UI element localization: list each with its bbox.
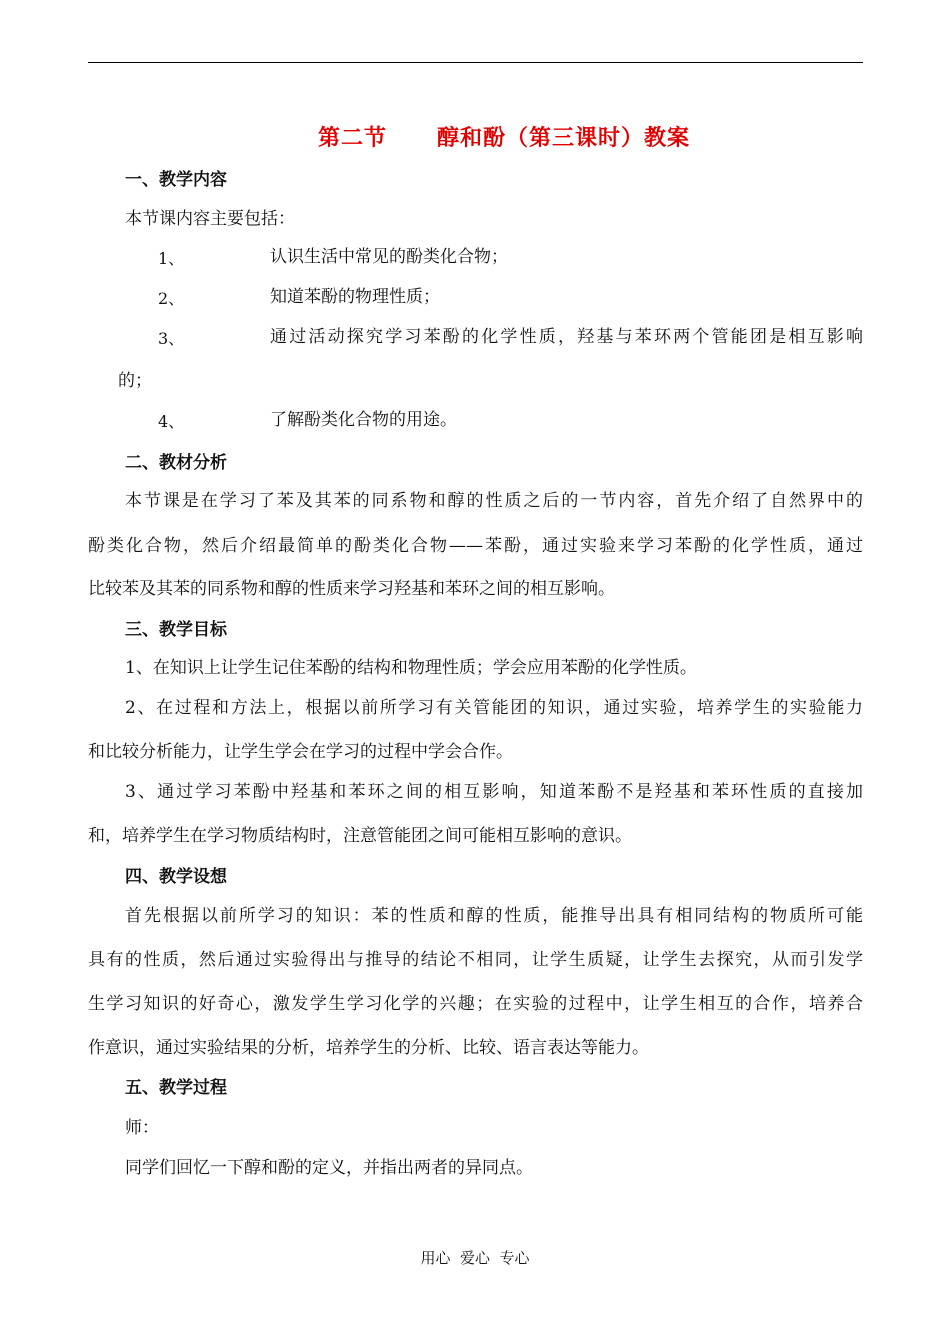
section-3-line-1: 1、在知识上让学生记住苯酚的结构和物理性质；学会应用苯酚的化学性质。 [125, 658, 697, 678]
item-4-number: 4、 [158, 412, 185, 431]
section-4-line-4: 作意识，通过实验结果的分析，培养学生的分析、比较、语言表达等能力。 [88, 1038, 649, 1058]
item-3-number: 3、 [158, 329, 185, 348]
section-3-line-5: 和，培养学生在学习物质结构时，注意管能团之间可能相互影响的意识。 [88, 826, 632, 846]
section-5-line-2: 同学们回忆一下醇和酚的定义，并指出两者的异同点。 [125, 1158, 533, 1178]
section-4-heading: 四、教学设想 [125, 867, 227, 887]
section-4-line-3: 生学习知识的好奇心，激发学生学习化学的兴趣；在实验的过程中，让学生相互的合作，培养合 [88, 994, 863, 1014]
section-3-line-3: 和比较分析能力，让学生学会在学习的过程中学会合作。 [88, 742, 513, 762]
item-3-continuation: 的； [118, 371, 152, 391]
item-1-text: 认识生活中常见的酚类化合物； [270, 247, 508, 267]
section-5-line-1: 师： [125, 1118, 159, 1138]
section-2-line-1: 本节课是在学习了苯及其苯的同系物和醇的性质之后的一节内容，首先介绍了自然界中的 [125, 491, 863, 511]
section-3-line-4: 3、通过学习苯酚中羟基和苯环之间的相互影响，知道苯酚不是羟基和苯环性质的直接加 [125, 782, 863, 802]
item-3-text: 通过活动探究学习苯酚的化学性质，羟基与苯环两个管能团是相互影响 [270, 327, 863, 347]
section-1-heading: 一、教学内容 [125, 170, 227, 190]
header-rule [88, 62, 863, 63]
section-2-line-3: 比较苯及其苯的同系物和醇的性质来学习羟基和苯环之间的相互影响。 [88, 579, 615, 599]
section-3-heading: 三、教学目标 [125, 620, 227, 640]
title-part-2: 醇和酚（第三课时）教案 [437, 125, 691, 151]
section-3-line-2: 2、在过程和方法上，根据以前所学习有关管能团的知识，通过实验，培养学生的实验能力 [125, 698, 863, 718]
title-part-1: 第二节 [318, 125, 388, 151]
item-2-text: 知道苯酚的物理性质； [270, 287, 440, 307]
item-4-text: 了解酚类化合物的用途。 [270, 410, 457, 430]
section-4-line-1: 首先根据以前所学习的知识：苯的性质和醇的性质，能推导出具有相同结构的物质所可能 [125, 906, 863, 926]
item-2-number: 2、 [158, 289, 185, 308]
section-2-line-2: 酚类化合物，然后介绍最简单的酚类化合物——苯酚，通过实验来学习苯酚的化学性质，通过 [88, 536, 863, 556]
page-footer: 用心 爱心 专心 [420, 1249, 530, 1267]
item-1-number: 1、 [158, 249, 185, 268]
document-title [318, 121, 690, 152]
section-5-heading: 五、教学过程 [125, 1078, 227, 1098]
section-4-line-2: 具有的性质，然后通过实验得出与推导的结论不相同，让学生质疑，让学生去探究，从而引发学 [88, 950, 863, 970]
section-2-heading: 二、教材分析 [125, 453, 227, 473]
section-1-intro: 本节课内容主要包括： [125, 209, 295, 229]
